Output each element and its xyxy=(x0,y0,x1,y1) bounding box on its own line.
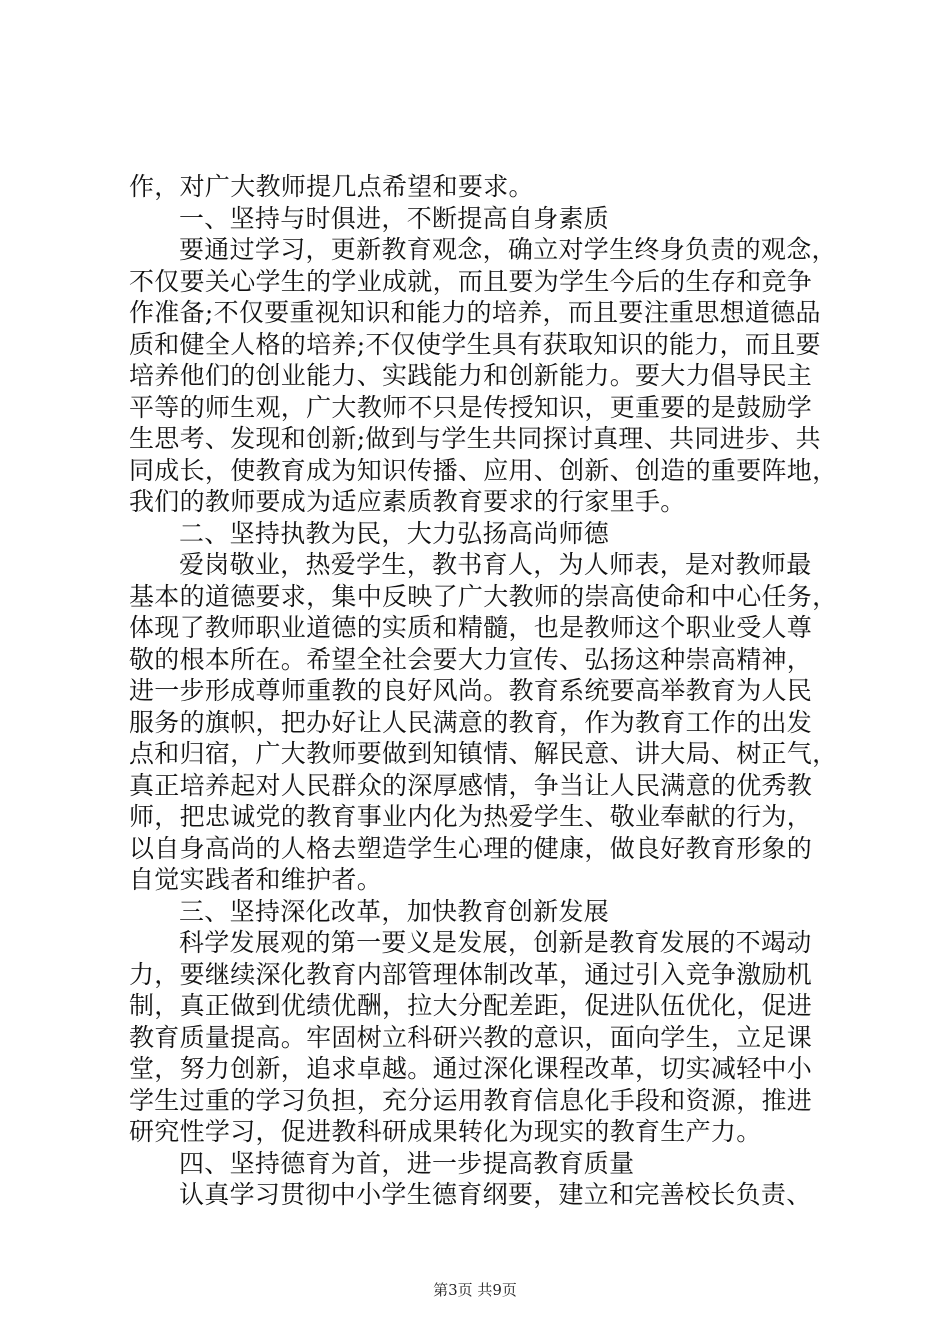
text-line: 我们的教师要成为适应素质教育要求的行家里手。 xyxy=(129,487,686,516)
text-line: 质和健全人格的培养;不仅使学生具有获取知识的能力，而且要 xyxy=(129,329,821,359)
text-line: 要通过学习，更新教育观念，确立对学生终身负责的观念， xyxy=(179,235,837,264)
document-body xyxy=(129,171,838,1211)
text-line: 服务的旗帜，把办好让人民满意的教育，作为教育工作的出发 xyxy=(129,707,813,737)
text-line: 三、坚持深化改革，加快教育创新发展 xyxy=(179,896,610,926)
text-line: 自觉实践者和维护者。 xyxy=(129,865,383,894)
text-line: 平等的师生观，广大教师不只是传授知识，更重要的是鼓励学 xyxy=(129,392,813,422)
text-line: 学生过重的学习负担，充分运用教育信息化手段和资源，推进 xyxy=(129,1085,813,1115)
text-line: 四、坚持德育为首，进一步提高教育质量 xyxy=(179,1148,635,1178)
text-line: 培养他们的创业能力、实践能力和创新能力。要大力倡导民主 xyxy=(129,361,813,390)
text-line: 不仅要关心学生的学业成就，而且要为学生今后的生存和竞争 xyxy=(129,266,813,296)
text-line: 基本的道德要求，集中反映了广大教师的崇高使命和中心任务， xyxy=(129,581,838,611)
text-line: 爱岗敬业，热爱学生，教书育人，为人师表，是对教师最 xyxy=(179,550,812,579)
text-line: 进一步形成尊师重教的良好风尚。教育系统要高举教育为人民 xyxy=(129,676,813,705)
text-line: 师，把忠诚党的教育事业内化为热爱学生、敬业奉献的行为， xyxy=(129,802,813,831)
text-line: 科学发展观的第一要义是发展，创新是教育发展的不竭动 xyxy=(179,928,812,957)
text-line: 体现了教师职业道德的实质和精髓，也是教师这个职业受人尊 xyxy=(129,613,813,642)
text-line: 同成长，使教育成为知识传播、应用、创新、创造的重要阵地， xyxy=(129,455,838,485)
text-line: 真正培养起对人民群众的深厚感情，争当让人民满意的优秀教 xyxy=(129,770,813,800)
text-line: 点和归宿，广大教师要做到知镇情、解民意、讲大局、树正气， xyxy=(129,739,838,768)
text-line: 认真学习贯彻中小学生德育纲要，建立和完善校长负责、 xyxy=(179,1180,812,1209)
text-line: 作，对广大教师提几点希望和要求。 xyxy=(129,172,534,201)
text-line: 力，要继续深化教育内部管理体制改革，通过引入竞争激励机 xyxy=(129,959,813,989)
text-line: 敬的根本所在。希望全社会要大力宣传、弘扬这种崇高精神， xyxy=(129,644,813,674)
text-line: 生思考、发现和创新;做到与学生共同探讨真理、共同进步、共 xyxy=(129,424,821,453)
text-line: 以自身高尚的人格去塑造学生心理的健康，做良好教育形象的 xyxy=(129,833,813,863)
text-line: 作准备;不仅要重视知识和能力的培养，而且要注重思想道德品 xyxy=(129,298,821,327)
text-line: 制，真正做到优绩优酬，拉大分配差距，促进队伍优化，促进 xyxy=(129,991,813,1020)
text-line: 一、坚持与时俱进，不断提高自身素质 xyxy=(179,203,610,233)
page-number-footer: 第3页 共9页 xyxy=(433,1281,517,1299)
text-line: 堂，努力创新，追求卓越。通过深化课程改革，切实减轻中小 xyxy=(129,1054,813,1083)
text-line: 二、坚持执教为民，大力弘扬高尚师德 xyxy=(179,518,610,548)
text-line: 教育质量提高。牢固树立科研兴教的意识，面向学生，立足课 xyxy=(129,1022,813,1052)
text-line: 研究性学习，促进教科研成果转化为现实的教育生产力。 xyxy=(129,1117,762,1146)
